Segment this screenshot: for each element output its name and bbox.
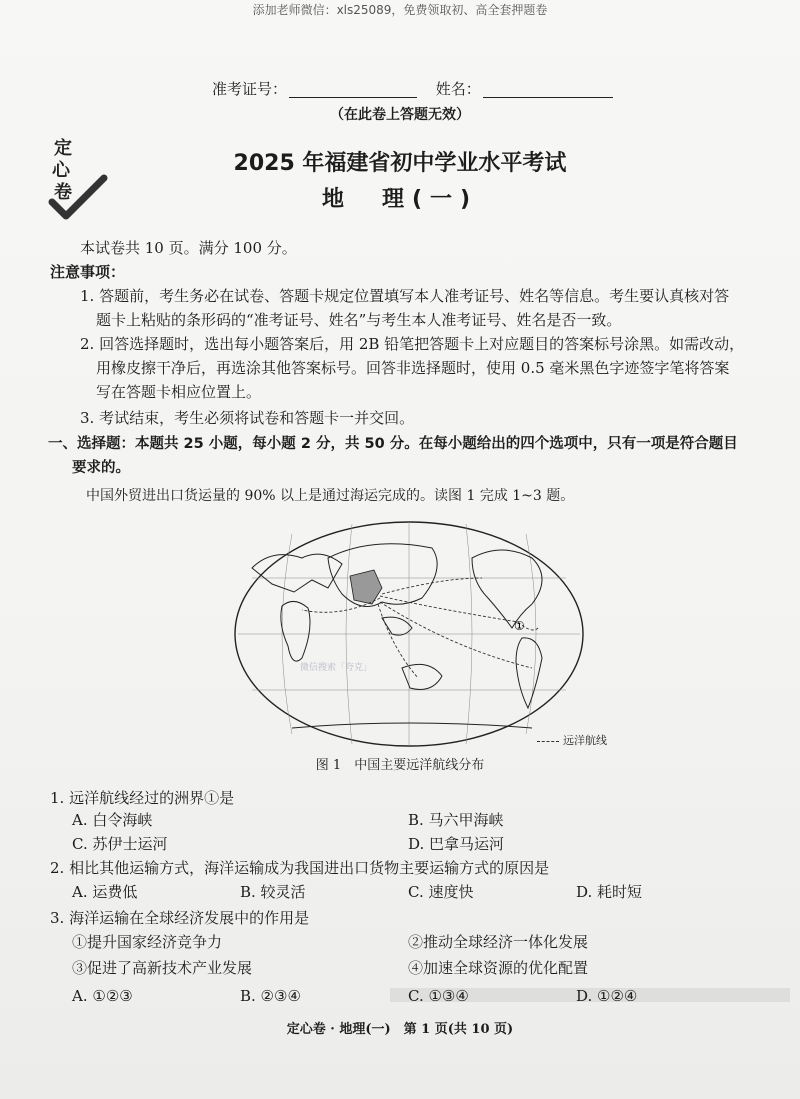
question-lead: 中国外贸进出口货运量的 90% 以上是通过海运完成的。读图 1 完成 1~3 题。 bbox=[86, 488, 575, 504]
route-marker: ① bbox=[514, 619, 525, 633]
statement: ②推动全球经济一体化发展 bbox=[408, 933, 589, 951]
notice-line: 写在答题卡相应位置上。 bbox=[96, 383, 262, 401]
name-label: 姓名： bbox=[435, 80, 481, 98]
notice-line: 1. 答题前，考生务必在试卷、答题卡规定位置填写本人准考证号、姓名等信息。考生要认真核对答 bbox=[80, 287, 730, 305]
map-legend bbox=[537, 732, 607, 748]
question-stem: 1. 远洋航线经过的洲界①是 bbox=[50, 789, 235, 807]
world-map-svg bbox=[232, 518, 586, 750]
option: C. 速度快 bbox=[408, 883, 474, 901]
section-heading-cont: 要求的。 bbox=[72, 460, 130, 476]
legend-label: 远洋航线 bbox=[563, 734, 607, 747]
question-stem: 3. 海洋运输在全球经济发展中的作用是 bbox=[50, 909, 310, 927]
exam-title: 2025 年福建省初中学业水平考试 bbox=[233, 151, 567, 176]
option: D. 耗时短 bbox=[576, 883, 643, 901]
figure-caption: 图 1 中国主要远洋航线分布 bbox=[315, 758, 485, 773]
option: A. 白令海峡 bbox=[72, 811, 153, 829]
exam-number-label: 准考证号： bbox=[212, 80, 288, 98]
name-blank bbox=[483, 83, 613, 98]
notice-heading: 注意事项： bbox=[50, 263, 126, 281]
dashed-line-icon bbox=[537, 741, 559, 742]
statement: ③促进了高新技术产业发展 bbox=[72, 959, 253, 977]
question-stem: 2. 相比其他运输方式，海洋运输成为我国进出口货物主要运输方式的原因是 bbox=[50, 859, 550, 877]
notice-line: 题卡上粘贴的条形码的“准考证号、姓名”与考生本人准考证号、姓名是否一致。 bbox=[96, 311, 622, 329]
header-fields bbox=[212, 78, 613, 99]
statement: ①提升国家经济竞争力 bbox=[72, 933, 223, 951]
top-banner: 添加老师微信：xls25089，免费领取初、高全套押题卷 bbox=[252, 3, 548, 17]
exam-number-blank bbox=[289, 83, 417, 98]
page-footer: 定心卷 · 地理(一) 第 1 页(共 10 页) bbox=[286, 1022, 514, 1037]
invalid-note: （在此卷上答题无效） bbox=[330, 107, 470, 123]
option: B. 较灵活 bbox=[240, 883, 306, 901]
option: A. ①②③ bbox=[72, 987, 133, 1005]
badge-char-3: 卷 bbox=[54, 182, 72, 203]
exam-subtitle: 地 理(一) bbox=[321, 187, 479, 212]
option: B. ②③④ bbox=[240, 987, 301, 1005]
option: D. 巴拿马运河 bbox=[408, 835, 505, 853]
option: A. 运费低 bbox=[72, 883, 138, 901]
option: B. 马六甲海峡 bbox=[408, 811, 504, 829]
option: C. 苏伊士运河 bbox=[72, 835, 168, 853]
notice-line: 2. 回答选择题时，选出每小题答案后，用 2B 铅笔把答题卡上对应题目的答案标号涂黑。如需改动， bbox=[80, 335, 745, 353]
badge-char-1: 定 bbox=[54, 138, 72, 159]
option: C. ①③④ bbox=[408, 987, 469, 1005]
badge-char-2: 心 bbox=[52, 160, 70, 181]
intro-text: 本试卷共 10 页。满分 100 分。 bbox=[80, 239, 297, 257]
section-heading: 一、选择题：本题共 25 小题，每小题 2 分，共 50 分。在每小题给出的四个选项中，只有一项是符合题目 bbox=[48, 436, 738, 452]
statement: ④加速全球资源的优化配置 bbox=[408, 959, 589, 977]
notice-line: 3. 考试结束，考生必须将试卷和答题卡一并交回。 bbox=[80, 409, 415, 427]
option: D. ①②④ bbox=[576, 987, 638, 1005]
world-map-figure bbox=[232, 518, 586, 750]
watermark: 微信搜索「夸克」 bbox=[300, 663, 373, 673]
notice-line: 用橡皮擦干净后，再选涂其他答案标号。回答非选择题时，使用 0.5 毫米黑色字迹签字笔将答案 bbox=[96, 359, 730, 377]
